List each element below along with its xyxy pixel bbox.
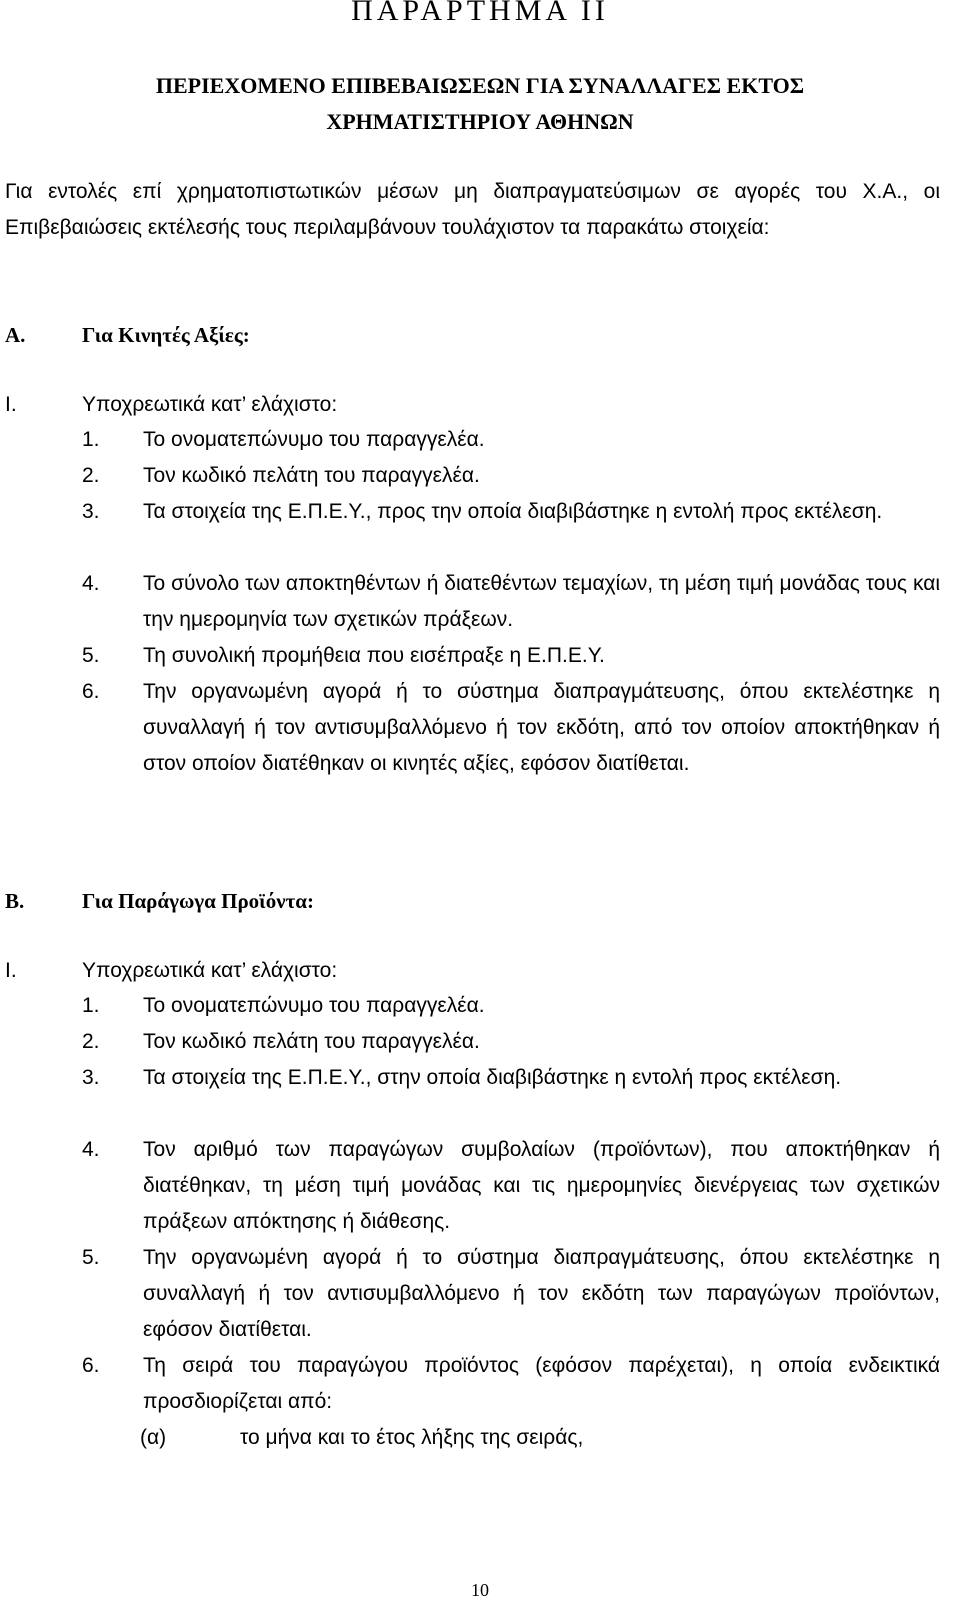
document-title: ΠΑΡΑΡΤΗΜΑ ΙΙ xyxy=(351,0,609,27)
section-heading-line-1: ΠΕΡΙΕΧΟΜΕΝΟ ΕΠΙΒΕΒΑΙΩΣΕΩΝ ΓΙΑ ΣΥΝΑΛΛΑΓΕΣ ΕΚΤΟΣ xyxy=(155,73,805,98)
section-a-item-num: 1. xyxy=(82,428,100,451)
section-b-sub-num: Ι. xyxy=(5,959,17,982)
section-b-item-text: Τον αριθμό των παραγώγων συμβολαίων (προϊόντων), που αποκτήθηκαν ή διατέθηκαν, τη μέση τιμή μονάδας και τις ημερομηνίες διενέργειας των σχετικών πράξεων απόκτησης ή διάθεσης. xyxy=(143,1138,940,1233)
section-a-item-num: 2. xyxy=(82,464,100,487)
intro-paragraph: Για εντολές επί χρηματοπιστωτικών μέσων μη διαπραγματεύσιμων σε αγορές του Χ.Α., οι Επιβεβαιώσεις εκτέλεσής τους περιλαμβάνουν τουλάχιστον τα παρακάτω στοιχεία: xyxy=(5,180,940,239)
section-a-letter: Α. xyxy=(5,323,26,347)
page-number: 10 xyxy=(471,1580,489,1600)
section-b-item-num: 1. xyxy=(82,994,100,1017)
section-a-item-text: Τα στοιχεία της Ε.Π.Ε.Υ., προς την οποία διαβιβάστηκε η εντολή προς εκτέλεση. xyxy=(143,500,883,523)
section-b-item-text: Τη σειρά του παραγώγου προϊόντος (εφόσον παρέχεται), η οποία ενδεικτικά προσδιορίζεται από: xyxy=(143,1354,940,1413)
section-b-subitem-text: το μήνα και το έτος λήξης της σειράς, xyxy=(240,1426,584,1449)
section-a-title: Για Κινητές Αξίες: xyxy=(82,323,250,347)
section-a-item-num: 3. xyxy=(82,500,100,523)
section-a-item-text: Το ονοματεπώνυμο του παραγγελέα. xyxy=(143,428,485,451)
section-b-item-text: Το ονοματεπώνυμο του παραγγελέα. xyxy=(143,994,485,1017)
section-a-item-num: 5. xyxy=(82,644,100,667)
section-b-item-num: 4. xyxy=(82,1138,100,1161)
section-heading-line-2: ΧΡΗΜΑΤΙΣΤΗΡΙΟΥ ΑΘΗΝΩΝ xyxy=(326,109,634,134)
section-b-sub-label: Υποχρεωτικά κατ’ ελάχιστο: xyxy=(82,959,338,982)
section-a-item-text: Τον κωδικό πελάτη του παραγγελέα. xyxy=(143,464,480,487)
section-b-item-num: 6. xyxy=(82,1354,100,1377)
section-b-item-num: 3. xyxy=(82,1066,100,1089)
section-a-sub-num: Ι. xyxy=(5,393,17,416)
section-a-item-num: 4. xyxy=(82,572,100,595)
section-b-letter: Β. xyxy=(5,889,25,913)
section-b-item-num: 5. xyxy=(82,1246,100,1269)
section-b-title: Για Παράγωγα Προϊόντα: xyxy=(82,889,314,913)
section-a-item-text: Την οργανωμένη αγορά ή το σύστημα διαπραγμάτευσης, όπου εκτελέστηκε η συναλλαγή ή τον αντισυμβαλλόμενο ή τον εκδότη, από τον οποίον αποκτήθηκαν ή στον οποίον διατέθηκαν οι κινητές αξίες, εφόσον διατίθεται. xyxy=(143,680,940,775)
section-b-subitem-label: (α) xyxy=(140,1426,167,1449)
section-a-sub-label: Υποχρεωτικά κατ’ ελάχιστο: xyxy=(82,393,338,416)
section-b-item-text: Την οργανωμένη αγορά ή το σύστημα διαπραγμάτευσης, όπου εκτελέστηκε η συναλλαγή ή τον αντισυμβαλλόμενο ή τον εκδότη των παραγώγων προϊόντων, εφόσον διατίθεται. xyxy=(143,1246,940,1341)
section-b-item-text: Τα στοιχεία της Ε.Π.Ε.Υ., στην οποία διαβιβάστηκε η εντολή προς εκτέλεση. xyxy=(143,1066,842,1089)
section-b-item-text: Τον κωδικό πελάτη του παραγγελέα. xyxy=(143,1030,480,1053)
section-a-item-text: Τη συνολική προμήθεια που εισέπραξε η Ε.Π.Ε.Υ. xyxy=(143,644,605,667)
section-b-item-num: 2. xyxy=(82,1030,100,1053)
section-a-item-text: Το σύνολο των αποκτηθέντων ή διατεθέντων τεμαχίων, τη μέση τιμή μονάδας τους και την ημερομηνία των σχετικών πράξεων. xyxy=(143,572,940,631)
section-a-item-num: 6. xyxy=(82,680,100,703)
